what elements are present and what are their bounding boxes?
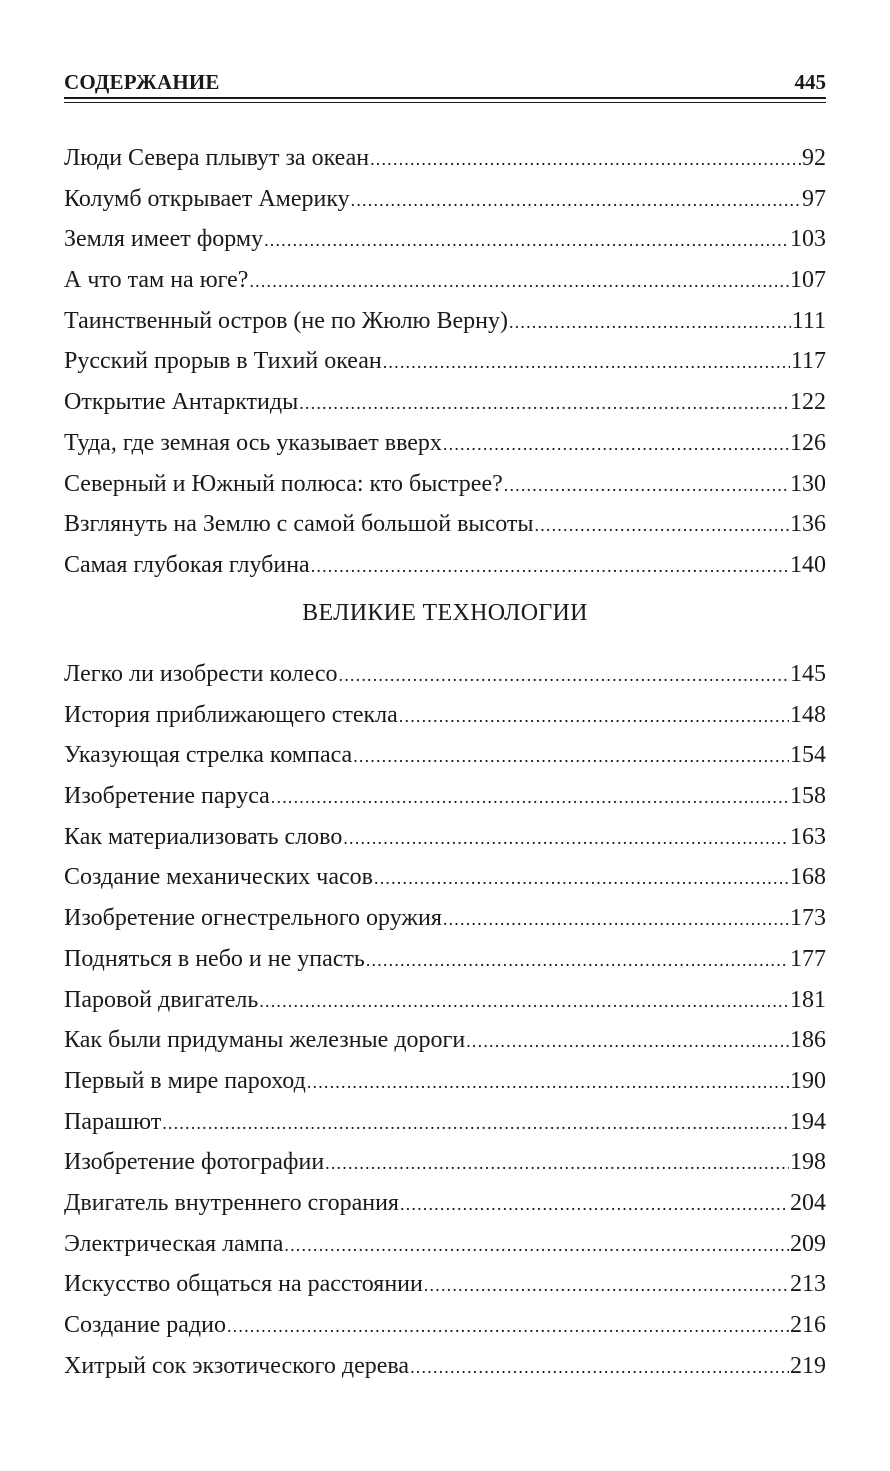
toc-entry-title: Таинственный остров (не по Жюлю Верну)	[64, 307, 508, 334]
page-number: 445	[794, 70, 826, 94]
toc-entry-page: 209	[790, 1230, 826, 1257]
toc-entry-title: Паровой двигатель	[64, 986, 259, 1013]
toc-entry-title: Северный и Южный полюса: кто быстрее?	[64, 470, 503, 497]
dot-leader	[325, 1143, 789, 1184]
running-header	[64, 70, 826, 100]
toc-entry-title: Колумб открывает Америку	[64, 185, 350, 212]
toc-entry	[64, 1305, 826, 1346]
toc-entry-title: А что там на юге?	[64, 267, 249, 294]
toc-entry-page: 190	[790, 1067, 826, 1094]
toc-entry	[64, 1224, 826, 1265]
dot-leader	[383, 342, 790, 383]
dot-leader	[424, 1265, 789, 1306]
toc-entry	[64, 179, 826, 220]
toc-entry-title: Указующая стрелка компаса	[64, 742, 353, 769]
toc-entry-page: 130	[790, 470, 826, 497]
toc-entry	[64, 1102, 826, 1143]
running-header-title: СОДЕРЖАНИЕ	[64, 70, 220, 94]
toc-entry-title: Как были придуманы железные дороги	[64, 1027, 466, 1054]
dot-leader	[271, 777, 789, 818]
dot-leader	[399, 696, 789, 737]
toc-entry-page: 154	[790, 742, 826, 769]
dot-leader	[400, 1184, 789, 1225]
toc-entry-title: История приближающего стекла	[64, 701, 398, 728]
section-heading: ВЕЛИКИЕ ТЕХНОЛОГИИ	[302, 600, 588, 626]
dot-leader	[264, 220, 789, 261]
toc-entry-title: Легко ли изобрести колесо	[64, 661, 338, 687]
toc-entry-page: 136	[790, 511, 826, 538]
toc-entry-title: Создание механических часов	[64, 864, 373, 891]
dot-leader	[466, 1021, 789, 1062]
toc-entry-title: Первый в мире пароход	[64, 1067, 306, 1094]
dot-leader	[410, 1347, 789, 1388]
toc-entry-page: 97	[802, 185, 826, 212]
toc-entry-title: Двигатель внутреннего сгорания	[64, 1189, 399, 1216]
toc-entry-page: 92	[802, 145, 826, 171]
toc-entry-page: 111	[791, 307, 826, 334]
toc-entry	[64, 301, 826, 342]
dot-leader	[307, 1062, 789, 1103]
toc-entry	[64, 464, 826, 505]
dot-leader	[284, 1225, 789, 1266]
dot-leader	[299, 383, 789, 424]
toc-entry-title: Подняться в небо и не упасть	[64, 945, 365, 972]
toc-entry	[64, 1020, 826, 1061]
toc-entry	[64, 545, 826, 586]
toc-entry	[64, 857, 826, 898]
toc-entry	[64, 1346, 826, 1387]
header-rule-thin	[64, 102, 826, 103]
toc-entry-page: 168	[790, 864, 826, 891]
toc-entry-page: 117	[790, 348, 826, 375]
toc-entry-page: 213	[790, 1271, 826, 1298]
toc-entry-title: Русский прорыв в Тихий океан	[64, 348, 382, 375]
toc-entry-page: 158	[790, 783, 826, 810]
toc-entry-title: Создание радио	[64, 1312, 226, 1338]
toc-entry-title: Туда, где земная ось указывает вверх	[64, 429, 442, 456]
toc-entry-page: 107	[790, 267, 826, 294]
dot-leader	[353, 736, 789, 777]
toc-entry	[64, 423, 826, 464]
toc-entry-page: 186	[790, 1027, 826, 1054]
dot-leader	[162, 1103, 789, 1144]
toc-entry-page: 216	[790, 1312, 826, 1338]
toc-entry	[64, 138, 826, 179]
toc-entry-page: 219	[790, 1352, 826, 1379]
toc-entry-title: Изобретение огнестрельного оружия	[64, 905, 442, 932]
dot-leader	[535, 505, 790, 546]
dot-leader	[343, 818, 789, 859]
toc-entry-title: Как материализовать слово	[64, 823, 343, 850]
toc-entry	[64, 735, 826, 776]
toc-entry-page: 103	[790, 226, 826, 253]
dot-leader	[366, 940, 789, 981]
toc-list-part1	[64, 138, 826, 586]
toc-entry-page: 194	[790, 1108, 826, 1135]
toc-entry	[64, 695, 826, 736]
toc-entry-page: 126	[790, 429, 826, 456]
toc-entry-title: Взглянуть на Землю с самой большой высоты	[64, 511, 534, 538]
toc-entry-page: 198	[790, 1149, 826, 1176]
toc-entry-title: Изобретение паруса	[64, 783, 270, 810]
dot-leader	[443, 424, 789, 465]
toc-entry-page: 163	[790, 823, 826, 850]
toc-entry-page: 177	[790, 945, 826, 972]
toc-entry-title: Искусство общаться на расстоянии	[64, 1271, 423, 1298]
dot-leader	[249, 261, 789, 302]
toc-entry	[64, 776, 826, 817]
toc-entry	[64, 939, 826, 980]
dot-leader	[227, 1306, 789, 1347]
toc-entry-title: Электрическая лампа	[64, 1230, 284, 1257]
toc-entry	[64, 817, 826, 858]
toc-entry	[64, 1142, 826, 1183]
toc-entry-page: 122	[790, 389, 826, 416]
dot-leader	[311, 546, 789, 587]
dot-leader	[509, 302, 791, 343]
toc-entry	[64, 341, 826, 382]
toc-entry-page: 204	[790, 1189, 826, 1216]
toc-entry	[64, 1061, 826, 1102]
toc-entry-title: Парашют	[64, 1108, 162, 1135]
toc-entry	[64, 1183, 826, 1224]
dot-leader	[504, 465, 789, 506]
toc-entry-page: 173	[790, 905, 826, 932]
toc-entry-title: Изобретение фотографии	[64, 1149, 325, 1176]
toc-entry-page: 148	[790, 701, 826, 728]
header-rule-thick	[64, 97, 826, 99]
toc-entry	[64, 382, 826, 423]
toc-entry	[64, 1264, 826, 1305]
toc-entry	[64, 260, 826, 301]
dot-leader	[259, 981, 789, 1022]
toc-entry	[64, 980, 826, 1021]
toc-entry-title: Хитрый сок экзотического дерева	[64, 1352, 410, 1379]
toc-entry	[64, 219, 826, 260]
dot-leader	[351, 180, 801, 221]
toc-entry-title: Люди Севера плывут за океан	[64, 145, 370, 171]
dot-leader	[374, 858, 789, 899]
toc-entry	[64, 898, 826, 939]
toc-entry-page: 145	[790, 661, 826, 687]
toc-entry	[64, 504, 826, 545]
toc-entry-page: 181	[790, 986, 826, 1013]
toc-entry-title: Земля имеет форму	[64, 226, 264, 253]
dot-leader	[370, 139, 801, 180]
toc-entry	[64, 654, 826, 695]
dot-leader	[443, 899, 789, 940]
toc-list-part2	[64, 654, 826, 1386]
toc-entry-title: Самая глубокая глубина	[64, 551, 310, 578]
toc-entry-title: Открытие Антарктиды	[64, 389, 299, 416]
dot-leader	[339, 655, 789, 696]
toc-entry-page: 140	[790, 551, 826, 578]
